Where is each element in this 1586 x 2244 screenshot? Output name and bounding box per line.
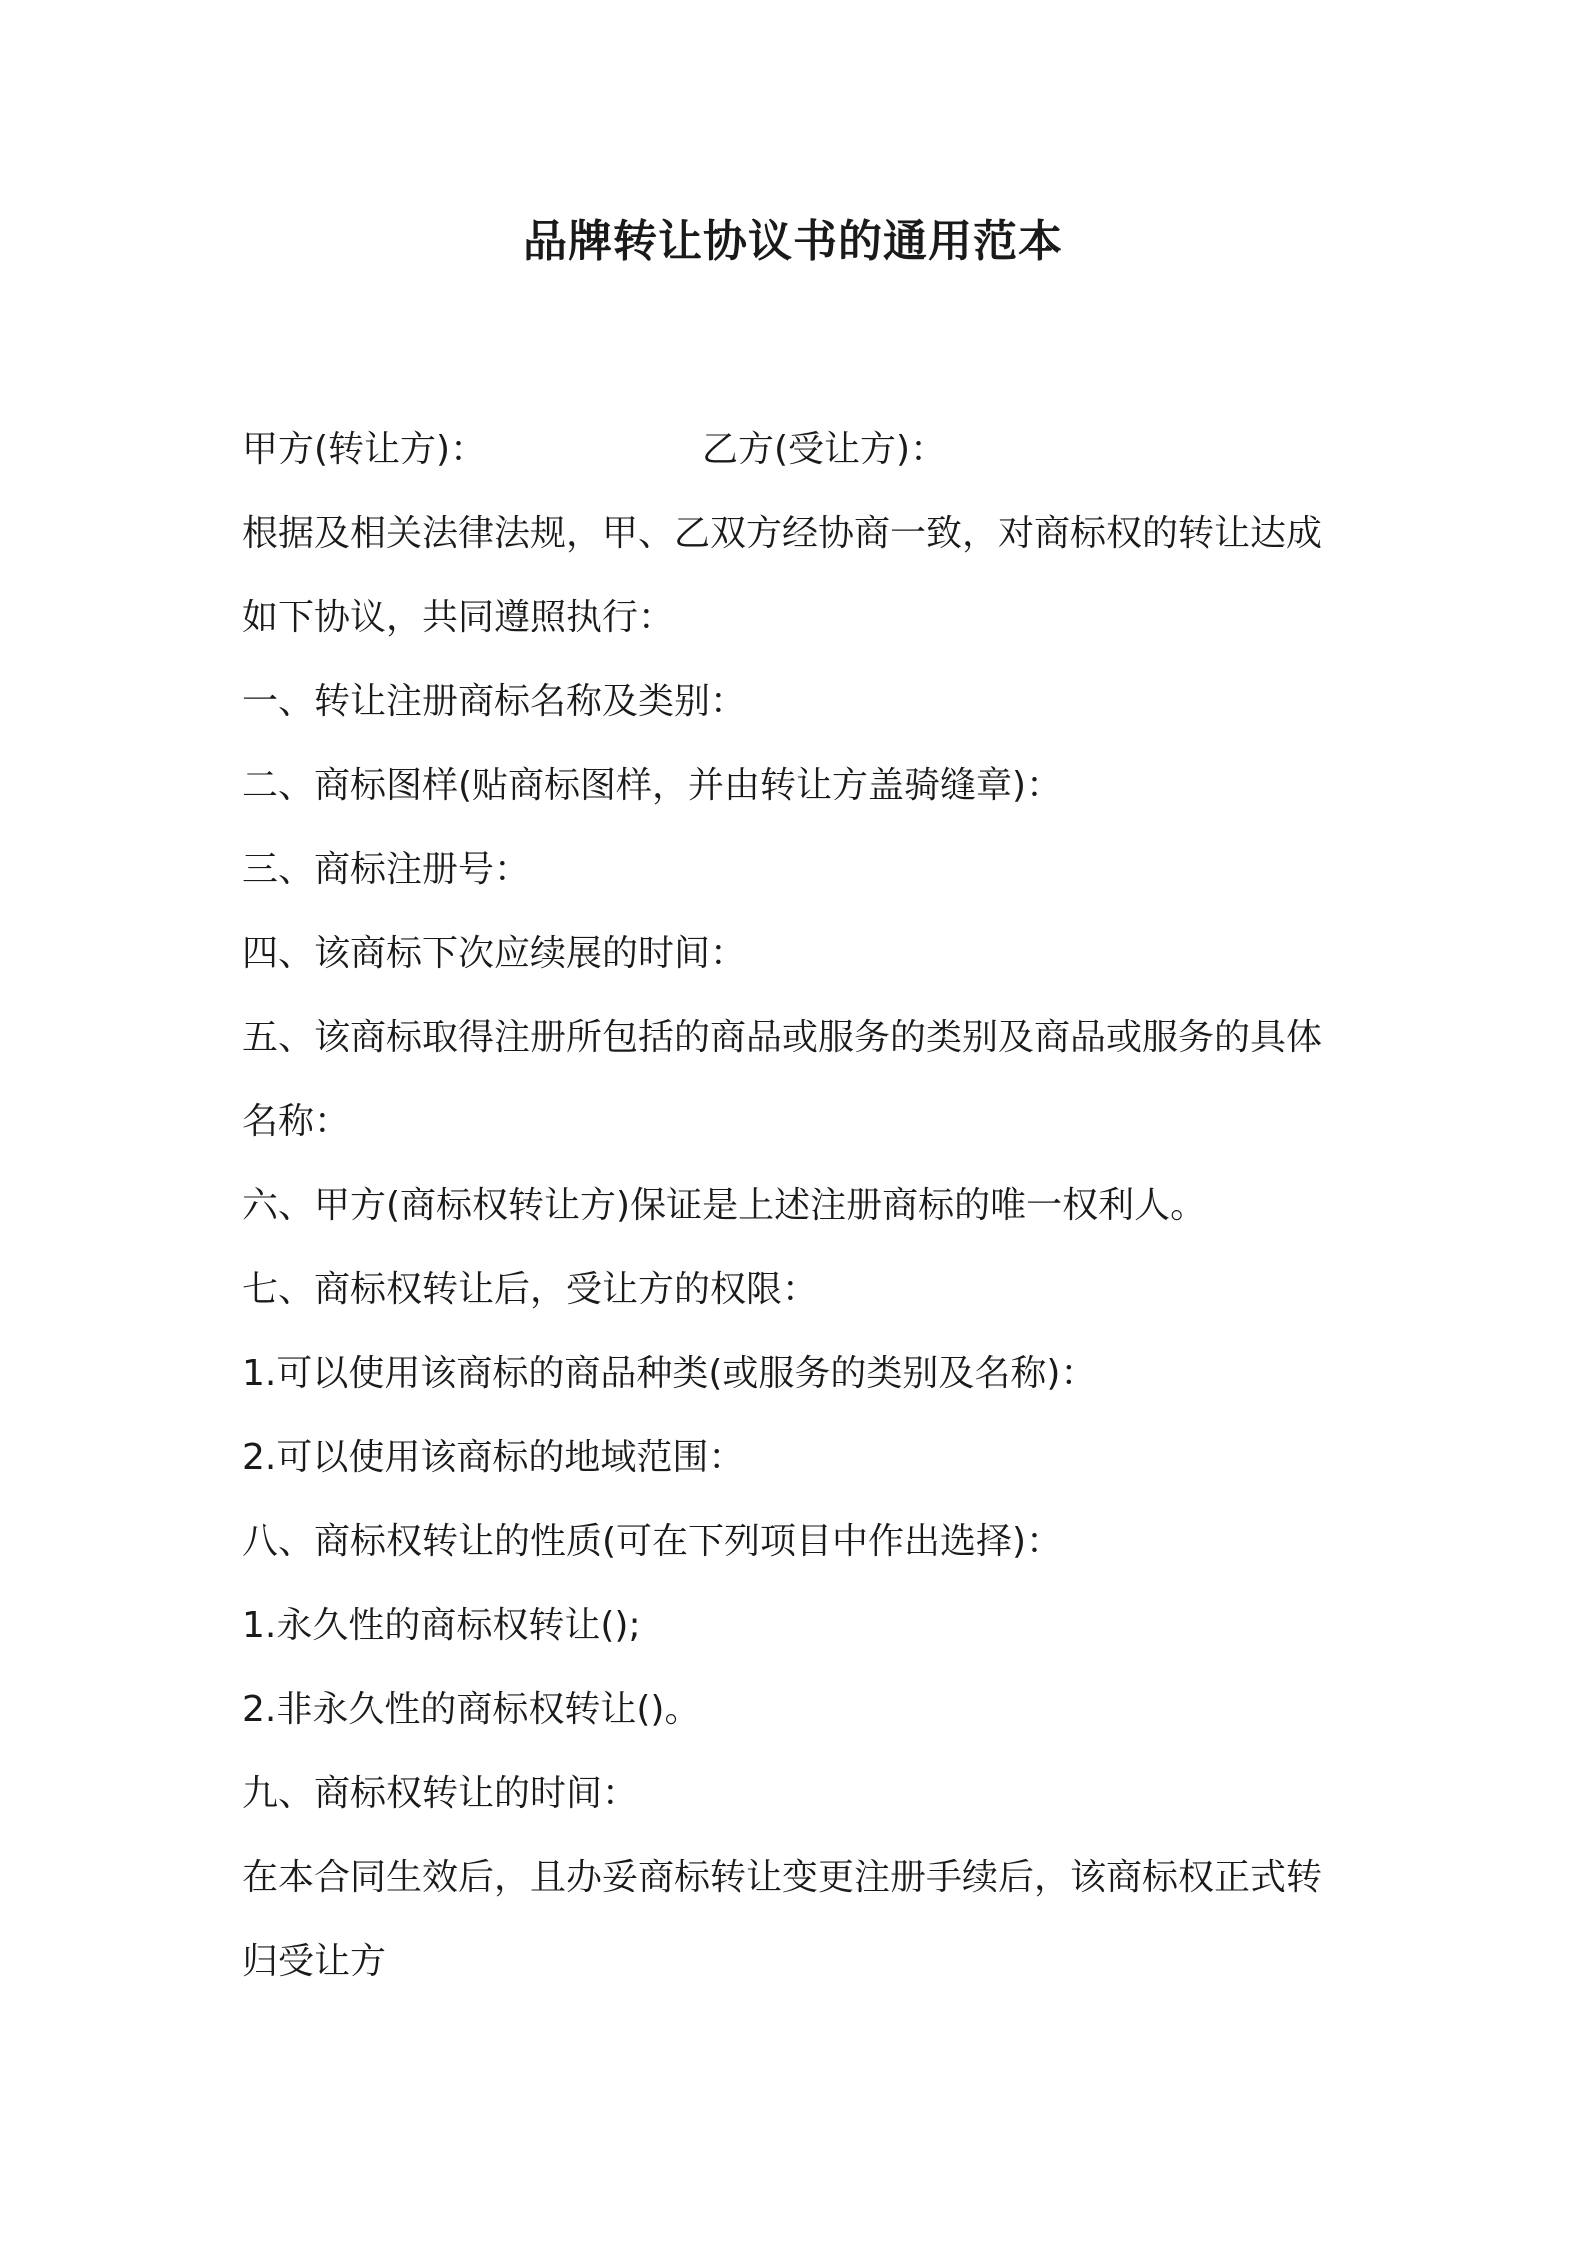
clause-8: 八、商标权转让的性质(可在下列项目中作出选择)： — [242, 1521, 1063, 1562]
clause-4: 四、该商标下次应续展的时间： — [242, 933, 747, 974]
clause-9: 九、商标权转让的时间： — [242, 1773, 639, 1814]
clause-3: 三、商标注册号： — [242, 849, 531, 890]
clause-8-item-1: 1.永久性的商标权转让(); — [242, 1605, 641, 1646]
clause-2: 二、商标图样(贴商标图样，并由转让方盖骑缝章)： — [242, 765, 1063, 806]
clause-5: 五、该商标取得注册所包括的商品或服务的类别及商品或服务的具体 — [242, 1017, 1323, 1058]
paragraph-line: 如下协议，共同遵照执行： — [242, 597, 675, 638]
clause-7-item-2: 2.可以使用该商标的地域范围： — [242, 1437, 745, 1478]
clause-9-text-continued: 归受让方 — [242, 1941, 387, 1982]
clause-1: 一、转让注册商标名称及类别： — [242, 681, 747, 722]
clause-8-item-2: 2.非永久性的商标权转让()。 — [242, 1689, 701, 1730]
party-b-label: 乙方(受让方)： — [702, 429, 947, 470]
parties-line — [242, 408, 1362, 492]
paragraph-line: 根据及相关法律法规，甲、乙双方经协商一致，对商标权的转让达成 — [242, 513, 1323, 554]
clause-5-continued: 名称： — [242, 1101, 351, 1142]
party-a-label: 甲方(转让方)： — [242, 429, 487, 470]
clause-6: 六、甲方(商标权转让方)保证是上述注册商标的唯一权利人。 — [242, 1185, 1207, 1226]
clause-9-text: 在本合同生效后，且办妥商标转让变更注册手续后，该商标权正式转 — [242, 1857, 1323, 1898]
document-title: 品牌转让协议书的通用范本 — [523, 216, 1063, 267]
clause-7: 七、商标权转让后，受让方的权限： — [242, 1269, 819, 1310]
document-body — [242, 408, 1362, 2004]
clause-7-item-1: 1.可以使用该商标的商品种类(或服务的类别及名称)： — [242, 1353, 1097, 1394]
